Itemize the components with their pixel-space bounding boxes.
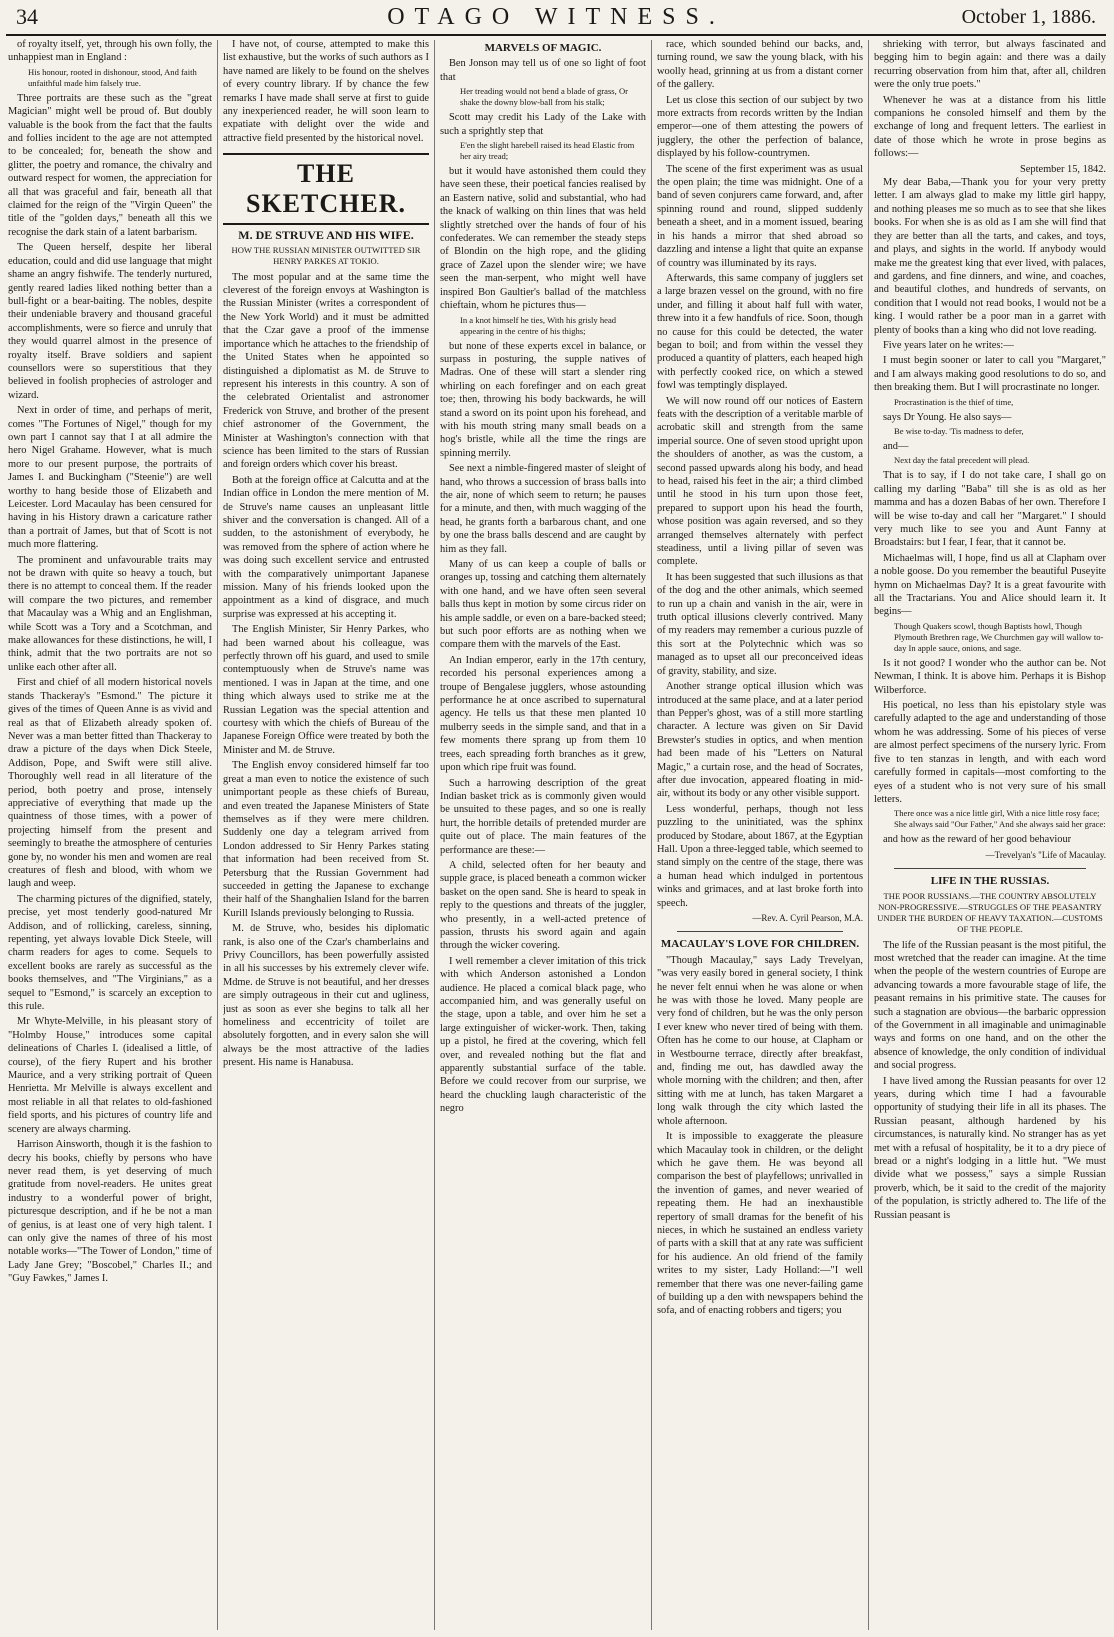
paragraph: and— bbox=[883, 440, 909, 452]
column-3 bbox=[440, 38, 646, 1630]
paragraph: First and chief of all modern historical novels stands Thackeray's "Esmond." The picture it gives of the times of Queen Anne is as vivid and real as that of Elizabeth already spoken of. Never was a man better fitted than Thackeray to draw a picture of the days when Dick Steele, Addison, Pope, and Swift were still alive. Thoroughly well read in all literature of the period, both poetry and prose, intensely appreciative of everything that made up the quaintness of those times, with a power of projecting himself from the present and seemingly to breathe the atmosphere of centuries gone by, no wonder his men and women are real creatures of flesh and blood, with whom we laugh and weep. bbox=[8, 677, 212, 890]
paragraph: Another strange optical illusion which was introduced at the same place, and at a later period than Pepper's ghost, was of a still more startling character. A lecture was given on Sir David Brewster's studies in optics, and when mention had been made of his "Letters on Natural Magic," a curtain rose, and the head of Socrates, after due invocation, appeared floating in mid-air, without its body or any other visible support. bbox=[657, 681, 863, 800]
letter-date: September 15, 1842. bbox=[1020, 163, 1106, 175]
paragraph: Ben Jonson may tell us of one so light of foot that bbox=[440, 58, 646, 83]
paragraph: The English Minister, Sir Henry Parkes, who had been warned about his colleague, was perfectly thrown off his guard, and used to smile contemptuously when de Struve's name was mentioned. I was in Japan at the time, and one thing which always used to strike me at the Russian Legation was the special attention and courtesy with which the chiefs of Bureau of the Japanese Foreign Office were treated by both the Minister and M. de Struve. bbox=[223, 624, 429, 756]
paragraph: Next in order of time, and perhaps of merit, comes "The Fortunes of Nigel," though for my own part I cannot say that I at all admire the hero Nigel Grahame. However, what is much more to our present purpose, the portraits of James I. and Buckingham ("Steenie") are well worthy to hang beside those of Elizabeth and Leicester. Lord Macaulay has been censured for having in his History drawn a caricature rather than a portrait of James, but that of Scott is not much more flattering. bbox=[8, 405, 212, 551]
byline: —Rev. A. Cyril Pearson, M.A. bbox=[752, 913, 863, 923]
paragraph: His poetical, no less than his epistolary style was carefully adapted to the age and understanding of those whom he was addressing. Some of his pieces of verse are almost perfect specimens of the nursery lyric. From five to ten stanzas in length, and with each word carefully formed in capitals—most comforting to the eyes of a student who is not very sure of his small letters. bbox=[874, 700, 1106, 805]
column-divider bbox=[434, 40, 435, 1630]
paragraph: shrieking with terror, but always fascinated and begging him to begin again: and there was a daily recurring observation from him that, after all, children were the only true poets." bbox=[874, 39, 1106, 91]
paragraph: Such a harrowing description of the great Indian basket trick as is commonly given would be unsuited to these pages, and so one is really hurt, the horrible details of pretended murder are quite out of place. The main features of the performance are these:— bbox=[440, 777, 646, 856]
paragraph: The scene of the first experiment was as usual the open plain; the time was midnight. One of a band of seven conjurers came forward, and, after spinning round and round, slipped suddenly beneath a sheet, and in a moment issued, bearing in his hands a mirror that shed abroad so dazzling and intense a light that quite an expanse of country was illuminated by its rays. bbox=[657, 163, 863, 269]
paragraph: Three portraits are these such as the "great Magician" might well be proud of. But doubly valuable is the book from the fact that the faults and follies incident to the age are not attempted to be concealed; for, beneath the show and glitter, the poetry and romance, the chivalry and outward respect for women, the appreciation for all that was graceful and fair, beneath all that claimed for the reign of the "Virgin Queen" the title of the "golden days," beneath all this we recognise the dark stain of a latent barbarism. bbox=[8, 92, 212, 238]
paragraph: Five years later on he writes:— bbox=[883, 339, 1014, 351]
paragraph: Scott may credit his Lady of the Lake with such a sprightly step that bbox=[440, 112, 646, 137]
paragraph: Less wonderful, perhaps, though not less puzzling to the uninitiated, was the sphinx produced by Stodare, about 1867, at the Egyptian Hall. Upon a three-legged table, which seemed to stand simply on the centre of the stage, there was a human head which indulged in portentous winks and grimaces, and at last broke forth into speech. bbox=[657, 803, 863, 909]
verse-quote: Be wise to-day. 'Tis madness to defer, bbox=[894, 425, 1024, 436]
article-subtitle: THE POOR RUSSIANS.—THE COUNTRY ABSOLUTELY NON-PROGRESSIVE.—STRUGGLES OF THE PEASANTRY UNDER THE BURDEN OF HEAVY TAXATION.—CUSTOMS OF THE PEOPLE. bbox=[877, 890, 1103, 934]
paragraph: Let us close this section of our subject by two more extracts from records written by the Indian emperor—one of them attesting the powers of jugglery, the other the perfection of balance, displayed by his follow-countrymen. bbox=[657, 94, 863, 160]
verse-quote: There once was a nice little girl, With a nice little rosy face; She always said "Our Father," And she always said her grace: bbox=[894, 808, 1106, 830]
paragraph: See next a nimble-fingered master of sleight of hand, who throws a succession of brass balls into the air, none of which seem to return; he pauses for a minute, and then, with much wagging of the head, he grants forth a barbarous chant, and one by one the brass balls descend and are caught by him as they fall. bbox=[440, 463, 646, 555]
paragraph: We will now round off our notices of Eastern feats with the description of a veritable marble of acrobatic skill and strength from the same imperial source. One of seven stood upright upon the shoulders of another, as was the custom, a second passed upwards along his body, and head to head, raised his feet in the air; a third climbed until he stood in his turn upon those feet, prepared to support upon his head the fourth, whose position was again reversed, and so they arranged themselves alternately with perfect steadiness, until a living pillar of seven was complete. bbox=[657, 395, 863, 568]
paragraph: It is impossible to exaggerate the pleasure which Macaulay took in children, or the delight which he gave them. He was beyond all comparison the best of playfellows; unrivalled in the invention of games, and never wearied of repeating them. He had an inexhaustible repertory of small dramas for the benefit of his nieces, in which he sustained an endless variety of parts with a skill that at any rate was sufficient for his audience. An old friend of the family writes to my sister, Lady Holland:—"I well remember that there was one never-failing game of building up a den with newspapers behind the sofa, and of enacting robbers and tigers; you bbox=[657, 1131, 863, 1317]
paragraph: The Queen herself, despite her liberal education, could and did use language that might shame an angry fishwife. The tenderly nurtured, gently reared ladies liked nothing better than a bull-fight or a bear-baiting. The nobles, despite their undeniable bravery and thousand graceful accomplishments, were so fierce and unruly that they would quarrel almost in the presence of royalty itself. Brave soldiers and sapient counsellors were so superstitious that they believed in foolish prophecies of astrologer and wizard. bbox=[8, 242, 212, 401]
paragraph: The charming pictures of the dignified, stately, precise, yet most tenderly good-natured Mr Addison, and of rollicking, careless, sinning, repenting, yet always lovable Dick Steele, will charm readers for ages to come. Sequels to excellent books are rarely as successful as the books themselves, and "The Virginians," as a sequel to "Esmond," is scarcely an exception to this rule. bbox=[8, 893, 212, 1013]
verse-quote: E'en the slight harebell raised its head Elastic from her airy tread; bbox=[460, 140, 635, 162]
newspaper-title: OTAGO WITNESS. bbox=[387, 4, 725, 30]
paragraph: The life of the Russian peasant is the most pitiful, the most wretched that the reader can imagine. At the time when the people of the western countries of Europe are advancing towards a more favourable stage of life, the peasant remains in his primitive state. The causes for such a stagnation are obvious—the barbaric oppression of the Government in all imaginable and unimaginable ways and forms on one hand, and on the other the absence of knowledge, the only condition of individual and social progress. bbox=[874, 939, 1106, 1072]
verse-quote: His honour, rooted in dishonour, stood, And faith unfaithful made him falsely true. bbox=[28, 66, 197, 88]
byline: —Trevelyan's "Life of Macaulay. bbox=[985, 849, 1106, 860]
paragraph: but none of these experts excel in balance, or surpass in posturing, the supple natives of Madras. One of these will start a slender ring whirling on each forefinger and on each great toe; then, throwing his body backwards, he will stand a sword on its point upon his forehead, and with his mouth string many small beads on a hog's bristle, while all the time the rings are spinning merrily. bbox=[440, 340, 646, 459]
paragraph: The English envoy considered himself far too great a man even to notice the existence of such unimportant people as these chiefs of Bureau, and even treated the Japanese Ministers of State themselves as if they were mere children. Suddenly one day a telegram arrived from London addressed to Sir Henry Parkes stating that information had been received from St. Petersburg that the Russian Government had succeeded in getting the Japanese to exchange their half of the Shanghalien Island for the barren Kurill Islands previously belonging to Russia. bbox=[223, 760, 429, 919]
article-title: MARVELS OF MAGIC. bbox=[484, 42, 602, 54]
paragraph: The prominent and unfavourable traits may not be drawn with quite so heavy a touch, but there is no attempt to conceal them. If the reader will compare the two pictures, and remember that Macaulay was a Whig and an Englishman, while Scott was a Tory and a Scotchman, and make allowances for these distinctions, he will, I think, admit that the two portraits are not so unlike each other after all. bbox=[8, 554, 212, 673]
verse-quote: Procrastination is the thief of time, bbox=[894, 396, 1014, 407]
column-divider bbox=[868, 40, 869, 1630]
paragraph: I have lived among the Russian peasants for over 12 years, during which time I had a favourable opportunity of studying their life in all its phases. The Russian peasant, although hardened by his circumstances, is naturally kind. No stranger has as yet met with a refusal of hospitality, be it to a dry piece of bread or a night's lodging in a little hut. "We must divide what we possess," says a simple Russian proverb, which, be it said to the credit of the majority of the population, is strictly adhered to. The life of the Russian peasant is bbox=[874, 1075, 1106, 1221]
letter-text: My dear Baba,—Thank you for your very pretty letter. I am always glad to make my little girl happy, and nothing pleases me so much as to see that she likes books. For when she is as old as I am she will find that they are better than all the tarts, and cakes, and toys, and plays, and sights in the world. If anybody would make me the greatest king that ever lived, with palaces, and gardens, and fine dinners, and wine, and coaches, and beautiful clothes, and hundreds of servants, on condition that I would not read books, I would not be a king. I would rather be a poor man in a garret with plenty of books than a king who did not love reading. bbox=[874, 177, 1106, 336]
paragraph: I must begin sooner or later to call you "Margaret," and I am always making good resolutions to do so, and then breaking them. But I will procrastinate no longer. bbox=[874, 355, 1106, 394]
column-5 bbox=[874, 38, 1106, 1630]
paragraph: An Indian emperor, early in the 17th century, recorded his personal experiences among a troupe of Bengalese jugglers, whose astounding performance he at once ascribed to supernatural agency. He tells us that these men planted 10 mulberry seeds in the simple sand, and that in a few moments there sprang up from them 10 trees, each spreading forth branches as it grew, upon which ripe fruit was found. bbox=[440, 654, 646, 774]
issue-date: October 1, 1886. bbox=[961, 6, 1096, 28]
masthead-bar bbox=[6, 0, 1106, 36]
section-heading: THE SKETCHER. bbox=[223, 153, 429, 225]
verse-quote: Her treading would not bend a blade of grass, Or shake the downy blow-ball from his stalk; bbox=[460, 86, 629, 108]
paragraph: Michaelmas will, I hope, find us all at Clapham over a noble goose. Do you remember the beautiful Puseyite hymn on Michaelmas Day? It is a great favourite with all the Tractarians. You and Alice should learn it. It begins— bbox=[874, 552, 1106, 618]
paragraph: M. de Struve, who, besides his diplomatic rank, is also one of the Czar's chamberlains and Privy Councillors, has been powerfully assisted in all his successes by his extremely clever wife. Mdme. de Struve is not beautiful, and her dresses are simply outrageous in their cut and ugliness, just as soon as ever she begins to talk all her homeliness and eccentricity of toilet are absolutely forgotten, and in every salon she will always be the most attractive of the ladies present. His name is Hanabusa. bbox=[223, 923, 429, 1069]
verse-quote: Though Quakers scowl, though Baptists howl, Though Plymouth Brethren rage, We Churchmen gay will wallow to-day In apple sauce, onions, and sage. bbox=[894, 620, 1104, 653]
column-divider bbox=[651, 40, 652, 1630]
page-number: 34 bbox=[16, 4, 38, 29]
article-title: LIFE IN THE RUSSIAS. bbox=[930, 875, 1050, 888]
article-title: M. DE STRUVE AND HIS WIFE. bbox=[238, 228, 414, 243]
paragraph: That is to say, if I do not take care, I shall go on calling my darling "Baba" till she is as old as her mamma and has a dozen Babas of her own. Therefore I will be wise to-day and call her "Margaret." I should very much like to see you and Aunt Fanny at Broadstairs: but I fear, I fear, that it cannot be. bbox=[874, 470, 1106, 549]
column-4 bbox=[657, 38, 863, 1630]
divider bbox=[894, 868, 1086, 869]
paragraph: Is it not good? I wonder who the author can be. Not Newman, I think. It is above him. Perhaps it is Bishop Wilberforce. bbox=[874, 657, 1106, 696]
paragraph: race, which sounded behind our backs, and, turning round, we saw the young black, with his woolly head, grinning at us from a distant corner of the gallery. bbox=[657, 39, 863, 91]
column-2 bbox=[223, 38, 429, 1630]
column-divider bbox=[217, 40, 218, 1630]
paragraph: but it would have astonished them could they have seen these, their poetical fancies realised by an Eastern native, solid and substantial, who had the knack of walking on thin lines that was held slightly stretched over the hands of four of his confederates. We can remember the steady steps of Blondin on the high rope, and the gliding grace of Zazel upon the slender wire; we have seen the man-serpent, who might well have inspired Bon Gaultier's ballad of the matchless chieftain, whom he pictures thus— bbox=[440, 166, 646, 312]
divider bbox=[677, 931, 843, 932]
paragraph: "Though Macaulay," says Lady Trevelyan, "was very easily bored in general society, I think he never felt ennui when he was alone or when he was with those he loved. Many people are very fond of children, but he was the only person I ever knew who never tired of being with them. Often has he come to our house, at Clapham or in Westbourne terrace, directly after breakfast, and, finding me out, has dawdled away the whole morning with the children; and then, after sitting with me at lunch, has taken Margaret a long walk through the city which lasted the whole afternoon. bbox=[657, 954, 863, 1127]
paragraph: Both at the foreign office at Calcutta and at the Indian office in London the mere mention of M. de Struve's name causes an unpleasant little shiver and the conversation is changed. All of a sudden, to the astonishment of everybody, he was removed from the sphere of action where he was doing such excellent service and entrusted with the comparatively unimportant Japanese mission. Many of his friends looked upon the appointment as a kind of disgrace, and much surprise was expressed at his accepting it. bbox=[223, 474, 429, 620]
verse-quote: Next day the fatal precedent will plead. bbox=[894, 455, 1030, 466]
paragraph: Afterwards, this same company of jugglers set a large brazen vessel on the ground, with no fire under, and filling it about half full with water, threw into it a few handfuls of rice. Soon, though no cause for this could be detected, the water began to boil; and from within the vessel they produced a quantity of platters, each heaped high with perfectly cooked rice, on which a stewed fowl was temptingly displayed. bbox=[657, 272, 863, 392]
verse-quote: In a knot himself he ties, With his grisly head appearing in the centre of his thighs; bbox=[460, 314, 617, 336]
paragraph: says Dr Young. He also says— bbox=[883, 411, 1012, 423]
column-1 bbox=[8, 38, 212, 1630]
paragraph: of royalty itself, yet, through his own folly, the unhappiest man in England : bbox=[8, 39, 212, 64]
article-title: MACAULAY'S LOVE FOR CHILDREN. bbox=[660, 938, 860, 951]
article-subtitle: HOW THE RUSSIAN MINISTER OUTWITTED SIR HENRY PARKES AT TOKIO. bbox=[231, 244, 421, 266]
paragraph: Mr Whyte-Melville, in his pleasant story of "Holmby House," introduces some capital delineations of Charles I. (idealised a little, of course), of the fiery Rupert and his brother Maurice, and a very striking portrait of Queen Henrietta. Mr Melville is always excellent and most reliable in all that relates to old-fashioned field sports, and his pictures of country life and scenery are always charming. bbox=[8, 1016, 212, 1135]
paragraph: and how as the reward of her good behaviour bbox=[883, 834, 1072, 846]
paragraph: It has been suggested that such illusions as that of the dog and the other animals, which seemed to run up a chain and vanish in the air, were in truth optical illusions cleverly contrived. Many of my readers may remember a curious puzzle of this sort at the Polytechnic which was so managed as to upset all our preconceived ideas of gravity, stability, and size. bbox=[657, 571, 863, 677]
paragraph: I have not, of course, attempted to make this list exhaustive, but the works of such authors as I have named are likely to be found on the shelves of every country library. If by chance the few remarks I have made shall serve at first to guide any inexperienced reader, he will soon learn to expatiate with delight over the wide and attractive field presented by the historical novel. bbox=[223, 39, 429, 144]
paragraph: The most popular and at the same time the cleverest of the foreign envoys at Washington is the Russian Minister (writes a correspondent of the New York World) and it must be admitted that the Czar gave a proof of the immense importance which he attaches to the friendship of the United States when he appointed so distinguished a diplomatist as M. de Struve to represent his interests in this country. A son of the celebrated Orientalist and astronomer Frederick von Struve, and brother of the present chief astronomer of the Government, the Minister at Washington's connection with that science has been limited to the stars of Russian and foreign orders which cover his breast. bbox=[223, 271, 429, 471]
paragraph: Harrison Ainsworth, though it is the fashion to decry his books, chiefly by persons who have never read them, is yet deserving of much gratitude from novel-readers. He unites great industry to a wonderful power of bright, picturesque description, and if he be not a man of genius, is at least one of very high talent. I can only give the names of three of his most notable works—"The Tower of London," time of Lady Jane Grey; "Boscobel," Charles II.; and "Guy Fawkes," James I. bbox=[8, 1139, 212, 1285]
paragraph: Whenever he was at a distance from his little companions he consoled himself and them by the exchange of long and frequent letters. The earliest in date of those which he wrote in prose begins as follows:— bbox=[874, 94, 1106, 160]
paragraph: I well remember a clever imitation of this trick with which Anderson astonished a London audience. He placed a comical black page, who accompanied him, and was generally useful on the stage, upon a table, and over him he set a large extinguisher of wicker-work. Then, taking up a pistol, he fired at the covering, which fell over, and revealed nothing but the flat and apparently substantial surface of the table. Before we could recover from our surprise, we heard the chuckling laugh characteristic of the negro bbox=[440, 955, 646, 1115]
paragraph: Many of us can keep a couple of balls or oranges up, tossing and catching them alternately with one hand, and we have often seen several balls thus kept in motion by some circus rider on his ample saddle, or even on a bare-backed steed; but such poor efforts are as nothing when we compare them with the marvels of the East. bbox=[440, 559, 646, 651]
paragraph: A child, selected often for her beauty and supple grace, is placed beneath a common wicker basket on the open sand. She is heard to speak in reply to the questions and threats of the juggler, who presently, in a well-acted pretence of passion, thrusts his sword again and again through the wicker covering. bbox=[440, 859, 646, 952]
